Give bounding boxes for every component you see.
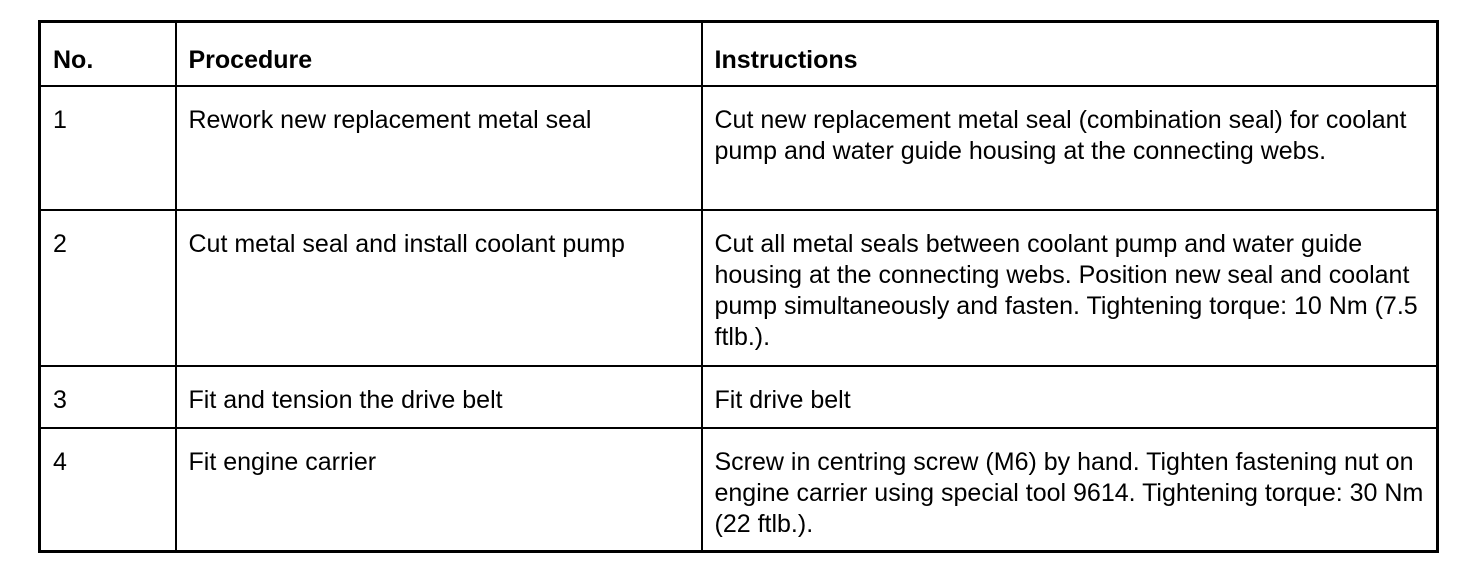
- cell-procedure: Fit and tension the drive belt: [176, 366, 702, 428]
- cell-no: 1: [40, 86, 176, 210]
- cell-instructions: Cut all metal seals between coolant pump and water guide housing at the connecting webs. Position new seal and coolant pump simultaneously and fasten. Tightening torque: 10 Nm (7.5 ftlb.).: [702, 210, 1438, 366]
- cell-instructions: Screw in centring screw (M6) by hand. Tighten fastening nut on engine carrier using special tool 9614. Tightening torque: 30 Nm (22 ftlb.).: [702, 428, 1438, 552]
- header-procedure: Procedure: [176, 22, 702, 86]
- header-instructions: Instructions: [702, 22, 1438, 86]
- table-header-row: [40, 22, 1438, 86]
- cell-instructions: Fit drive belt: [702, 366, 1438, 428]
- table-row: [40, 210, 1438, 366]
- table-row: [40, 428, 1438, 552]
- table-row: [40, 86, 1438, 210]
- cell-no: 4: [40, 428, 176, 552]
- procedure-table: [38, 20, 1439, 553]
- header-no: No.: [40, 22, 176, 86]
- table-row: [40, 366, 1438, 428]
- cell-procedure: Rework new replacement metal seal: [176, 86, 702, 210]
- cell-procedure: Cut metal seal and install coolant pump: [176, 210, 702, 366]
- cell-instructions: Cut new replacement metal seal (combination seal) for coolant pump and water guide housing at the connecting webs.: [702, 86, 1438, 210]
- cell-no: 2: [40, 210, 176, 366]
- cell-procedure: Fit engine carrier: [176, 428, 702, 552]
- cell-no: 3: [40, 366, 176, 428]
